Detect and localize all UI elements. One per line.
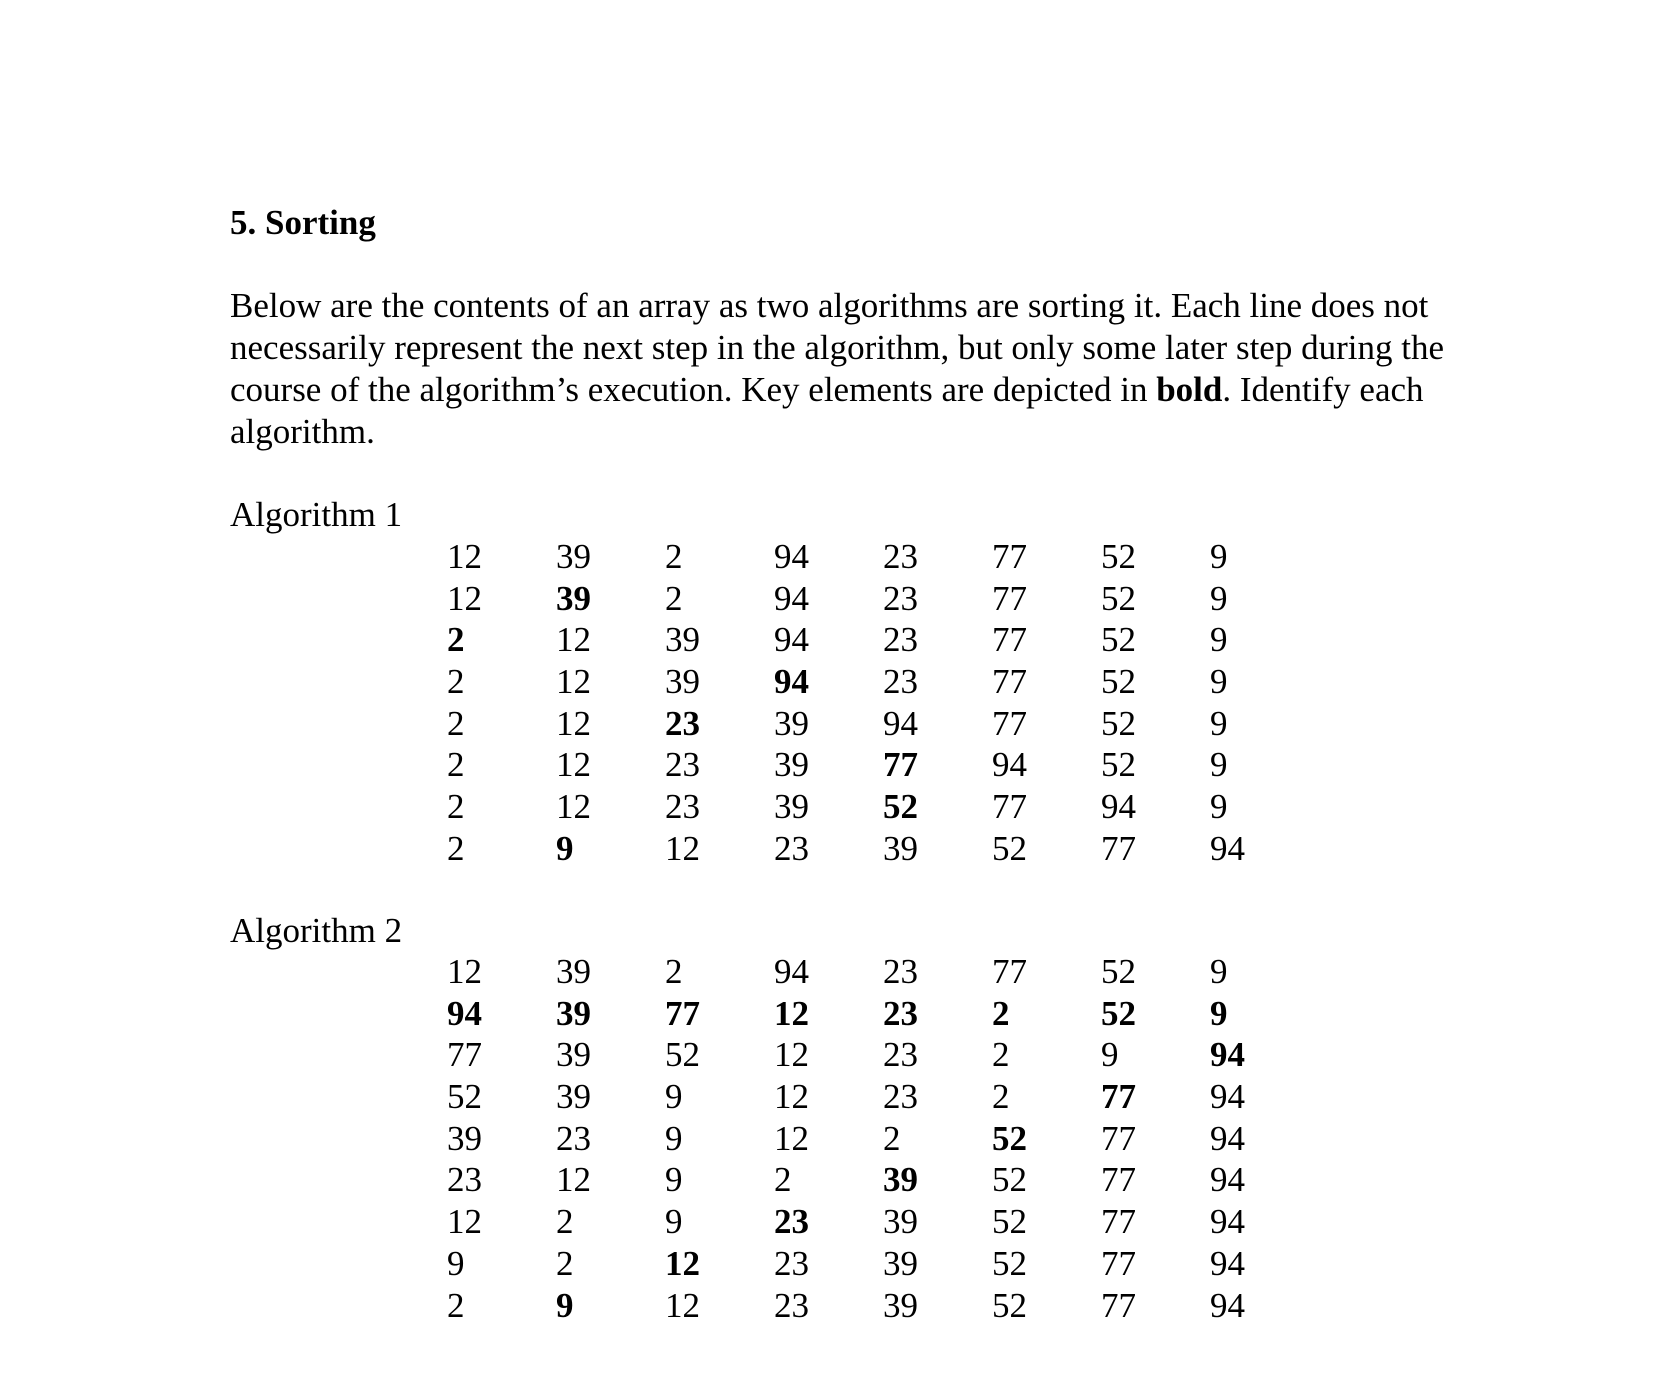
array-value: 52 [1101,578,1136,618]
array-value: 12 [556,620,591,660]
array-value: 94 [774,537,809,576]
array-value: 2 [665,952,683,991]
array-value: 77 [992,703,1027,743]
array-value-key: 12 [665,1243,700,1283]
array-value: 39 [556,1035,591,1075]
array-value: 23 [774,828,809,868]
array-row [447,1285,1447,1327]
array-value: 77 [1101,1243,1136,1283]
array-value: 12 [447,1202,482,1242]
array-value: 77 [447,1035,482,1075]
array-value: 2 [447,703,465,743]
array-value: 39 [774,703,809,743]
array-value: 39 [556,537,591,576]
array-value: 94 [774,952,809,991]
array-row [447,1159,1447,1201]
array-row [447,703,1447,745]
array-value: 94 [883,703,918,743]
array-row [447,744,1447,786]
array-value: 9 [447,1243,465,1283]
array-value: 39 [665,620,700,660]
array-value-key: 9 [556,1285,574,1325]
array-value: 9 [1210,745,1228,785]
array-value: 52 [992,1202,1027,1242]
algorithm-1-label: Algorithm 1 [230,495,403,534]
array-value-key: 94 [447,993,482,1033]
array-value: 12 [556,787,591,827]
array-value: 52 [447,1077,482,1117]
array-value: 94 [1210,1285,1245,1325]
array-value: 52 [1101,952,1136,991]
array-value: 52 [1101,703,1136,743]
array-value: 2 [447,662,465,702]
array-value: 94 [1210,1160,1245,1200]
array-value: 94 [1210,1202,1245,1242]
array-value: 23 [883,952,918,991]
array-value-key: 52 [883,787,918,827]
array-value: 39 [774,787,809,827]
array-value-key: 52 [1101,993,1136,1033]
array-row [447,619,1447,661]
array-value: 39 [883,1285,918,1325]
array-row [447,951,1447,993]
array-value-key: 39 [556,993,591,1033]
array-value-key: 23 [883,993,918,1033]
array-value-key: 77 [1101,1077,1136,1117]
array-value: 2 [774,1160,792,1200]
array-row [447,536,1447,578]
array-value: 39 [556,1077,591,1117]
array-value-key: 12 [774,993,809,1033]
array-value: 9 [665,1160,683,1200]
array-value: 52 [992,1160,1027,1200]
array-value: 12 [665,1285,700,1325]
array-value: 52 [1101,537,1136,576]
array-value: 52 [992,1243,1027,1283]
array-value: 23 [447,1160,482,1200]
array-value: 12 [447,537,482,576]
array-value: 9 [1210,703,1228,743]
array-value: 77 [992,578,1027,618]
array-value-key: 23 [665,703,700,743]
array-value: 77 [992,662,1027,702]
array-value: 12 [774,1118,809,1158]
array-row [447,1201,1447,1243]
array-value: 23 [556,1118,591,1158]
array-value: 94 [1210,1243,1245,1283]
section-title: 5. Sorting [230,203,376,242]
array-value: 52 [1101,662,1136,702]
array-value: 12 [774,1035,809,1075]
array-value: 12 [665,828,700,868]
array-value: 77 [1101,1118,1136,1158]
array-value: 39 [774,745,809,785]
array-value: 77 [992,537,1027,576]
array-value: 23 [883,1035,918,1075]
array-value: 9 [1210,662,1228,702]
array-value: 23 [883,1077,918,1117]
array-value: 12 [556,662,591,702]
array-value: 77 [1101,1160,1136,1200]
array-value: 52 [1101,620,1136,660]
array-value: 94 [1210,1077,1245,1117]
array-value: 77 [1101,1202,1136,1242]
array-value: 2 [665,537,683,576]
array-row [447,1118,1447,1160]
array-value: 23 [883,578,918,618]
algorithm-2-label: Algorithm 2 [230,911,403,950]
array-value: 2 [992,1077,1010,1117]
array-value-key: 23 [774,1202,809,1242]
array-value: 39 [883,1202,918,1242]
array-value: 9 [1101,1035,1119,1075]
array-value: 2 [556,1243,574,1283]
array-value: 23 [774,1285,809,1325]
array-value: 52 [665,1035,700,1075]
array-value-key: 39 [556,578,591,618]
array-value-key: 94 [1210,1035,1245,1075]
intro-bold-word: bold [1156,370,1223,409]
array-value: 23 [665,745,700,785]
array-value: 9 [1210,578,1228,618]
array-row [447,1243,1447,1285]
array-row [447,1034,1447,1076]
array-row [447,828,1447,870]
array-row [447,661,1447,703]
array-value: 9 [1210,787,1228,827]
array-value: 2 [556,1202,574,1242]
array-value: 52 [992,828,1027,868]
array-value: 39 [447,1118,482,1158]
array-value: 12 [774,1077,809,1117]
algorithm-2-array-trace [447,951,1447,1326]
array-value: 94 [1210,828,1245,868]
array-value-key: 2 [992,993,1010,1033]
array-value-key: 52 [992,1118,1027,1158]
array-value: 23 [883,537,918,576]
array-value: 2 [883,1118,901,1158]
array-value-key: 39 [883,1160,918,1200]
intro-paragraph [230,285,1530,453]
array-value: 9 [1210,537,1228,576]
array-value: 12 [447,578,482,618]
array-value: 23 [665,787,700,827]
array-value: 9 [665,1118,683,1158]
array-value: 94 [992,745,1027,785]
array-row [447,993,1447,1035]
array-value: 9 [1210,952,1228,991]
array-value: 12 [556,703,591,743]
array-value: 23 [883,620,918,660]
array-value: 9 [1210,620,1228,660]
array-value-key: 77 [883,745,918,785]
array-value: 39 [883,828,918,868]
array-value: 52 [1101,745,1136,785]
array-value: 12 [447,952,482,991]
array-value: 2 [992,1035,1010,1075]
array-value-key: 94 [774,662,809,702]
array-value: 2 [447,787,465,827]
array-value: 12 [556,745,591,785]
array-value: 2 [665,578,683,618]
array-value-key: 2 [447,620,465,660]
array-value: 77 [1101,1285,1136,1325]
intro-text-end: . Identify each algorithm. [230,370,1424,451]
array-value: 77 [992,620,1027,660]
array-value: 12 [556,1160,591,1200]
array-value: 77 [1101,828,1136,868]
array-value: 94 [1210,1118,1245,1158]
array-value: 2 [447,1285,465,1325]
array-value: 39 [883,1243,918,1283]
array-value: 2 [447,745,465,785]
array-value: 9 [665,1202,683,1242]
array-value: 94 [774,620,809,660]
array-value: 39 [556,952,591,991]
array-value: 77 [992,787,1027,827]
array-value: 9 [665,1077,683,1117]
array-value: 39 [665,662,700,702]
array-value-key: 9 [556,828,574,868]
array-row [447,578,1447,620]
array-value: 2 [447,828,465,868]
array-value: 52 [992,1285,1027,1325]
intro-text: Below are the contents of an array as two algorithms are sorting it. Each line does not necessarily represent the next step in the algorithm, but only some later step during the course of the algorithm’s execution. Key elements are depicted in [230,286,1444,409]
array-value: 94 [1101,787,1136,827]
array-value-key: 77 [665,993,700,1033]
array-value: 23 [883,662,918,702]
array-value: 23 [774,1243,809,1283]
array-value: 77 [992,952,1027,991]
algorithm-1-array-trace [447,536,1447,870]
array-value-key: 9 [1210,993,1228,1033]
array-row [447,1076,1447,1118]
array-row [447,786,1447,828]
array-value: 94 [774,578,809,618]
